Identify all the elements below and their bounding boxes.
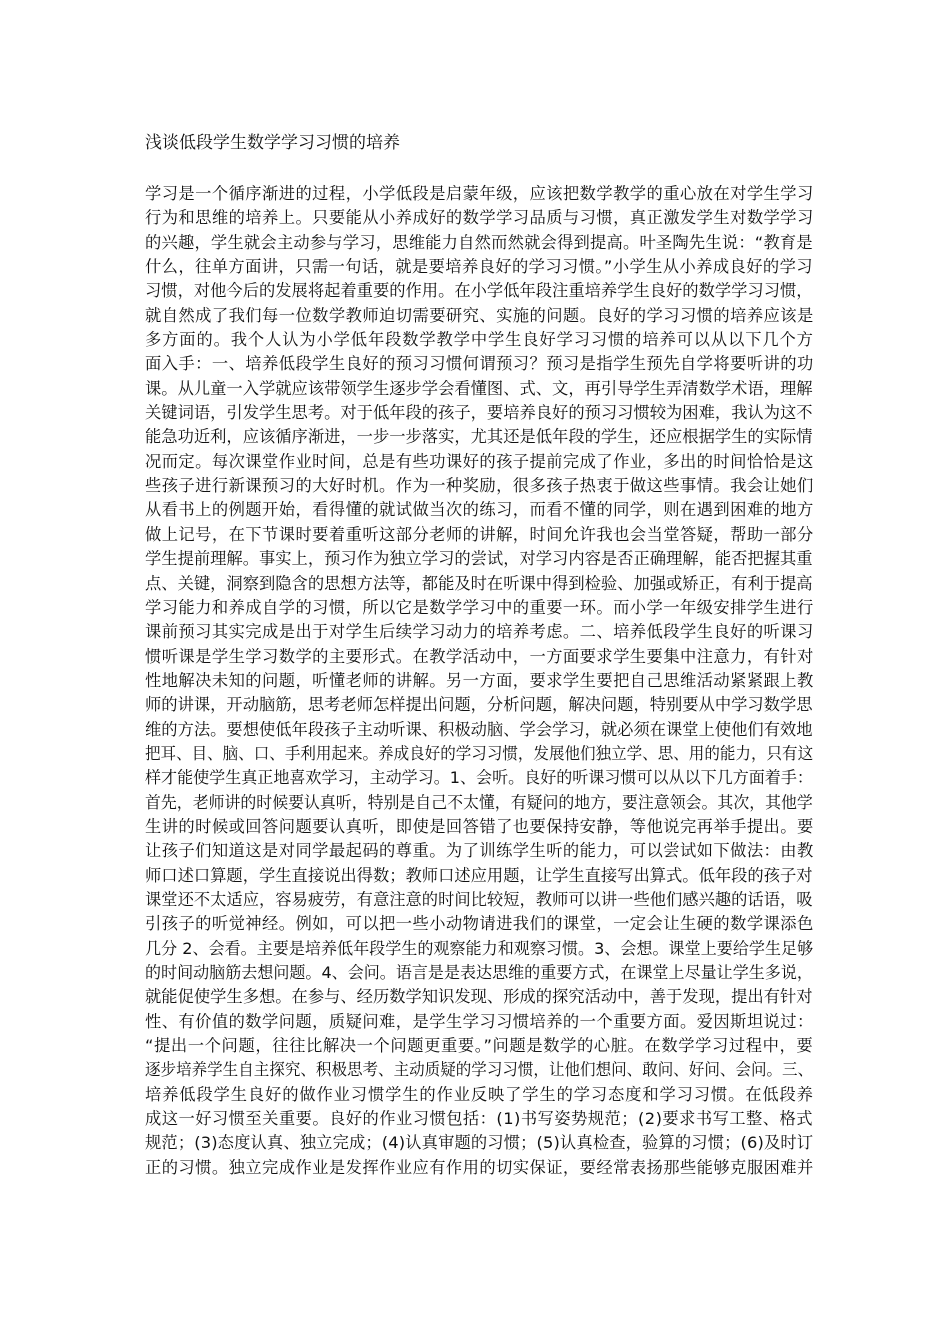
- body-line: 学生提前理解。事实上，预习作为独立学习的尝试，对学习内容是否正确理解，能否把握其重: [145, 549, 813, 569]
- body-line: 几分 2、会看。主要是培养低年段学生的观察能力和观察习惯。3、会想。课堂上要给学生足够: [145, 938, 814, 958]
- body-line: 性地解决未知的问题，听懂老师的讲解。另一方面，要求学生要把自己思维活动紧紧跟上教: [145, 670, 814, 690]
- body-line: 课。从儿童一入学就应该带领学生逐步学会看懂图、式、文，再引导学生弄清数学术语，理解: [145, 378, 813, 398]
- body-line: 就自然成了我们每一位数学教师迫切需要研究、实施的问题。良好的学习习惯的培养应该是: [145, 305, 814, 325]
- body-line: 样才能使学生真正地喜欢学习，主动学习。1、会听。良好的听课习惯可以从以下几方面着手：: [145, 768, 813, 788]
- body-line: 学习能力和养成自学的习惯，所以它是数学学习中的重要一环。而小学一年级安排学生进行: [145, 597, 814, 617]
- body-line: 惯听课是学生学习数学的主要形式。在教学活动中，一方面要求学生要集中注意力，有针对: [145, 646, 814, 666]
- body-line: 首先，老师讲的时候要认真听，特别是自己不太懂，有疑问的地方，要注意领会。其次，其他学: [145, 792, 813, 812]
- body-line: 的兴趣，学生就会主动参与学习，思维能力自然而然就会得到提高。叶圣陶先生说：“教育是: [145, 232, 813, 252]
- body-line: 面入手：一、培养低段学生良好的预习习惯何谓预习？预习是指学生预先自学将要听讲的功: [145, 354, 814, 374]
- body-line: 课前预习其实完成是出于对学生后续学习动力的培养考虑。二、培养低段学生良好的听课习: [145, 622, 814, 642]
- body-line: 做上记号，在下节课时要着重听这部分老师的讲解，时间允许我也会当堂答疑，帮助一部分: [145, 524, 814, 544]
- document-title: 浅谈低段学生数学学习习惯的培养: [145, 133, 400, 153]
- body-line: 习惯，对他今后的发展将起着重要的作用。在小学低年段注重培养学生良好的数学学习习惯，: [145, 281, 813, 301]
- body-line: 师口述口算题，学生直接说出得数；教师口述应用题，让学生直接写出算式。低年段的孩子对: [145, 865, 813, 885]
- body-line: 维的方法。要想使低年段孩子主动听课、积极动脑、学会学习，就必须在课堂上使他们有效地: [145, 719, 813, 739]
- body-line: 正的习惯。独立完成作业是发挥作业应有作用的切实保证，要经常表扬那些能够克服困难并: [145, 1157, 814, 1177]
- body-line: 让孩子们知道这是对同学最起码的尊重。为了训练学生听的能力，可以尝试如下做法：由教: [145, 841, 814, 861]
- body-line: 引孩子的听觉神经。例如，可以把一些小动物请进我们的课堂，一定会让生硬的数学课添色: [145, 914, 814, 934]
- body-line: 课堂还不太适应，容易疲劳，有意注意的时间比较短，教师可以讲一些他们感兴趣的话语，吸: [145, 889, 813, 909]
- body-line: 生讲的时候或回答问题要认真听，即使是回答错了也要保持安静，等他说完再举手提出。要: [145, 816, 814, 836]
- body-line: 把耳、目、脑、口、手利用起来。养成良好的学习习惯，发展他们独立学、思、用的能力，只有这: [145, 743, 814, 763]
- body-line: “提出一个问题，往往比解决一个问题更重要。”问题是数学的心脏。在数学学习过程中，要: [145, 1036, 814, 1056]
- body-line: 逐步培养学生自主探究、积极思考、主动质疑的学习习惯，让他们想问、敢问、好问、会问。三、: [145, 1060, 814, 1080]
- body-line: 多方面的。我个人认为小学低年段数学教学中学生良好学习习惯的培养可以从以下几个方: [145, 330, 814, 350]
- body-line: 行为和思维的培养上。只要能从小养成好的数学学习品质与习惯，真正激发学生对数学学习: [145, 208, 814, 228]
- body-line: 学习是一个循序渐进的过程，小学低段是启蒙年级，应该把数学教学的重心放在对学生学习: [145, 184, 814, 203]
- body-line: 能急功近利，应该循序渐进，一步一步落实，尤其还是低年段的学生，还应根据学生的实际情: [145, 427, 813, 447]
- body-line: 培养低段学生良好的做作业习惯学生的作业反映了学生的学习态度和学习习惯。在低段养: [145, 1084, 814, 1104]
- body-line: 性、有价值的数学问题，质疑问难，是学生学习习惯培养的一个重要方面。爱因斯坦说过：: [145, 1011, 814, 1031]
- body-line: 从看书上的例题开始，看得懂的就试做当次的练习，而看不懂的同学，则在遇到困难的地方: [145, 500, 814, 520]
- body-line: 师的讲课，开动脑筋，思考老师怎样提出问题，分析问题，解决问题，特别要从中学习数学思: [145, 695, 813, 715]
- body-line: 什么，往单方面讲，只需一句话，就是要培养良好的学习习惯。”小学生从小养成良好的学习: [145, 257, 813, 277]
- body-line: 些孩子进行新课预习的大好时机。作为一种奖励，很多孩子热衷于做这些事情。我会让她们: [145, 476, 814, 496]
- document-body: [145, 182, 813, 1180]
- body-line: 关键词语，引发学生思考。对于低年段的孩子，要培养良好的预习习惯较为困难，我认为这不: [145, 403, 813, 423]
- body-line: 成这一好习惯至关重要。良好的作业习惯包括：(1)书写姿势规范；(2)要求书写工整、格式: [145, 1109, 813, 1129]
- body-line: 规范；(3)态度认真、独立完成；(4)认真审题的习惯；(5)认真检查，验算的习惯；(6)及时订: [145, 1133, 814, 1153]
- body-line: 的时间动脑筋去想问题。4、会问。语言是是表达思维的重要方式，在课堂上尽量让学生多说，: [145, 963, 813, 982]
- body-line: 就能促使学生多想。在参与、经历数学知识发现、形成的探究活动中，善于发现，提出有针对: [145, 987, 813, 1007]
- body-line: 况而定。每次课堂作业时间，总是有些功课好的孩子提前完成了作业，多出的时间恰恰是这: [145, 451, 814, 471]
- body-line: 点、关键，洞察到隐含的思想方法等，都能及时在听课中得到检验、加强或矫正，有利于提高: [145, 573, 813, 593]
